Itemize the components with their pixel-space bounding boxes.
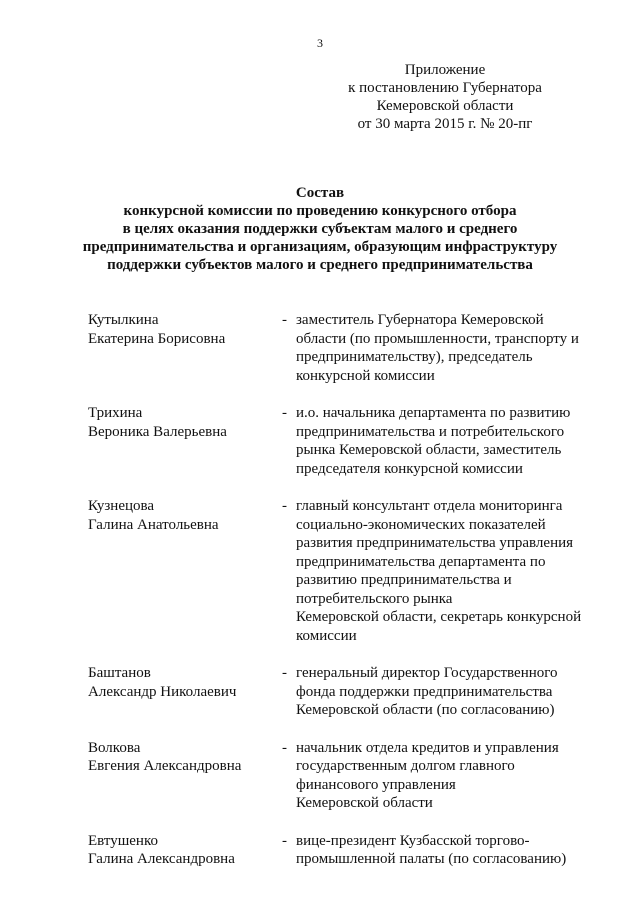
member-role: [296, 832, 598, 869]
role-line: Кемеровской области: [296, 795, 433, 811]
appendix-line: к постановлению Губернатора: [348, 80, 542, 96]
member-dash: -: [282, 739, 287, 756]
member-name: [88, 311, 282, 385]
role-line: промышленной палаты (по согласованию): [296, 851, 567, 867]
role-line: заместитель Губернатора Кемеровской: [296, 312, 544, 328]
member-entry: [88, 832, 598, 869]
title-line: предпринимательства и организациям, образующим инфраструктуру: [82, 239, 558, 255]
role-line: предпринимательству), председатель: [296, 349, 533, 365]
member-dash: -: [282, 498, 287, 514]
member-given-name: Галина Анатольевна: [88, 516, 219, 533]
page-number: 3: [317, 36, 323, 50]
document-title: [40, 184, 600, 274]
role-line: предпринимательства и потребительского: [296, 423, 565, 440]
member-name: [88, 497, 282, 645]
member-given-name: Александр Николаевич: [88, 683, 237, 700]
member-surname: Трихина: [88, 405, 143, 421]
member-entry: [88, 311, 598, 385]
title-line: в целях оказания поддержки субъектам малого и среднего: [122, 221, 518, 237]
member-given-name: Вероника Валерьевна: [88, 423, 227, 440]
role-line: генеральный директор Государственного: [296, 665, 558, 681]
member-entry: [88, 497, 598, 645]
role-line: рынка Кемеровской области, заместитель: [296, 442, 562, 458]
member-name: [88, 832, 282, 869]
appendix-header: [330, 61, 560, 133]
member-entry: [88, 739, 598, 813]
member-entry: [88, 664, 598, 720]
role-line: предпринимательства департамента по: [296, 553, 546, 570]
role-line: фонда поддержки предпринимательства: [296, 683, 553, 700]
role-line: и.о. начальника департамента по развитию: [296, 405, 571, 421]
member-dash: -: [282, 665, 287, 681]
member-surname: Евтушенко: [88, 832, 158, 849]
member-surname: Баштанов: [88, 665, 151, 681]
member-surname: Кузнецова: [88, 498, 155, 514]
role-line: социально-экономических показателей: [296, 516, 546, 533]
title-line: Состав: [295, 185, 345, 201]
role-line: государственным долгом главного: [296, 758, 515, 774]
member-role: [296, 739, 598, 813]
role-line: развития предпринимательства управления: [296, 535, 574, 551]
role-line: Кемеровской области, секретарь конкурсной: [296, 609, 582, 625]
role-line: финансового управления: [296, 776, 456, 793]
role-line: комиссии: [296, 627, 357, 644]
role-line: главный консультант отдела мониторинга: [296, 498, 563, 514]
role-line: председателя конкурсной комиссии: [296, 460, 523, 477]
commission-members-list: [88, 311, 598, 869]
role-line: развитию предпринимательства и: [296, 572, 512, 588]
member-given-name: Евгения Александровна: [88, 758, 242, 774]
member-dash: -: [282, 405, 287, 421]
appendix-line: от 30 марта 2015 г. № 20-пг: [357, 116, 533, 132]
member-surname: Волкова: [88, 739, 141, 756]
member-role: [296, 497, 598, 645]
member-given-name: Екатерина Борисовна: [88, 330, 226, 347]
member-surname: Кутылкина: [88, 312, 159, 328]
member-given-name: Галина Александровна: [88, 851, 235, 867]
role-line: конкурсной комиссии: [296, 367, 435, 384]
appendix-line: Кемеровской области: [376, 98, 514, 114]
member-role: [296, 311, 598, 385]
member-name: [88, 404, 282, 478]
member-dash: -: [282, 312, 287, 328]
member-name: [88, 664, 282, 720]
role-line: области (по промышленности, транспорту и: [296, 330, 579, 347]
role-line: вице-президент Кузбасской торгово-: [296, 832, 530, 849]
title-line: поддержки субъектов малого и среднего предпринимательства: [107, 257, 533, 273]
appendix-line: Приложение: [404, 62, 486, 78]
title-line: конкурсной комиссии по проведению конкурсного отбора: [123, 203, 517, 219]
member-role: [296, 664, 598, 720]
role-line: Кемеровской области (по согласованию): [296, 702, 555, 718]
member-dash: -: [282, 832, 287, 849]
member-entry: [88, 404, 598, 478]
role-line: потребительского рынка: [296, 590, 453, 607]
role-line: начальник отдела кредитов и управления: [296, 739, 559, 756]
member-role: [296, 404, 598, 478]
member-name: [88, 739, 282, 813]
